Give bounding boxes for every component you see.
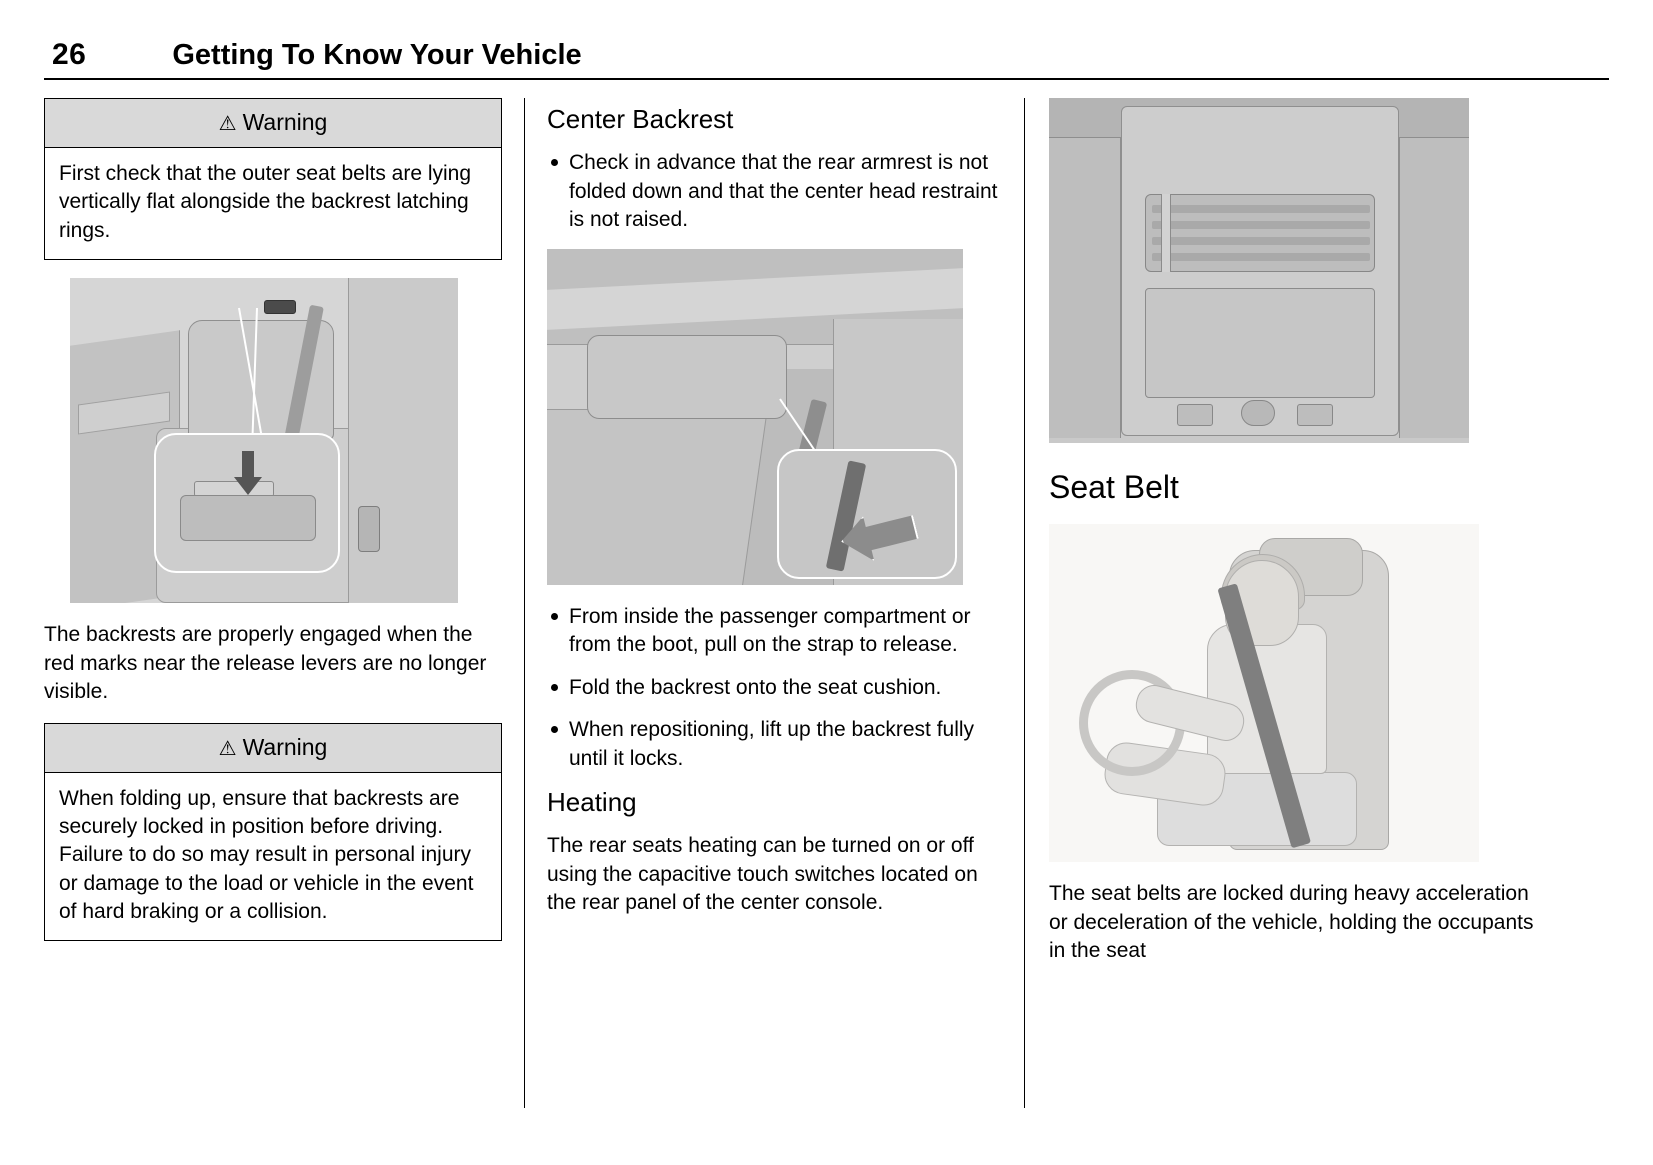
- rear-backrest-release-lever-illustration: [70, 278, 458, 603]
- air-vent: [1145, 194, 1375, 272]
- strap-callout: [777, 449, 957, 579]
- section-title-heating: Heating: [547, 787, 637, 818]
- warning-label: Warning: [242, 109, 328, 135]
- warning-box-first-check: [44, 98, 502, 260]
- backrest-latch-marker: [264, 300, 296, 314]
- driver-wearing-seat-belt-illustration: [1049, 524, 1479, 862]
- list-item: Fold the backrest onto the seat cushion.: [547, 674, 1002, 703]
- list-item: Check in advance that the rear armrest is not folded down and that the center head restraint is not raised.: [547, 149, 1002, 235]
- column-left: [44, 98, 524, 1108]
- warning-label-2: Warning: [242, 733, 328, 760]
- center-backrest-armrest-illustration: [547, 249, 963, 585]
- warning-header: [45, 99, 501, 148]
- column-right: [1024, 98, 1544, 1108]
- page-header: [44, 38, 1609, 80]
- backrest-engaged-paragraph: The backrests are properly engaged when the red marks near the release levers are no longer visible.: [44, 623, 487, 704]
- page-columns: [44, 98, 1609, 1108]
- warning-text: First check that the outer seat belts are lying vertically flat alongside the backrest latching rings.: [59, 162, 472, 242]
- page-number: 26: [52, 38, 87, 71]
- temperature-knob: [1241, 400, 1275, 426]
- seat-belt-clip: [358, 506, 380, 552]
- section-title-center-backrest: Center Backrest: [547, 104, 734, 134]
- center-backrest-bullets-top: [547, 149, 1002, 235]
- center-backrest-bullets-bottom: [547, 603, 1002, 774]
- touch-switch-right: [1297, 404, 1333, 426]
- warning-text-2: When folding up, ensure that backrests are securely locked in position before driving. Failure to do so may result in personal injury or damage to the load or vehicle in the event of hard braking or a collision.: [59, 786, 474, 924]
- list-item: From inside the passenger compartment or from the boot, pull on the strap to release.: [547, 603, 1002, 660]
- warning-triangle-icon: ⚠: [218, 737, 237, 760]
- rear-armrest: [587, 335, 787, 419]
- section-title-seat-belt: Seat Belt: [1049, 469, 1179, 505]
- heating-paragraph: The rear seats heating can be turned on or off using the capacitive touch switches located on the rear panel of the center console.: [547, 834, 978, 915]
- rear-console-vent-panel-illustration: [1049, 98, 1469, 443]
- page-title: Getting To Know Your Vehicle: [172, 39, 582, 71]
- warning-box-folding-up: [44, 723, 502, 942]
- seat-belt-paragraph: The seat belts are locked during heavy acceleration or deceleration of the vehicle, holding the occupants in the seat: [1049, 882, 1534, 963]
- warning-triangle-icon: ⚠: [218, 113, 237, 135]
- list-item: When repositioning, lift up the backrest fully until it locks.: [547, 716, 1002, 773]
- release-lever-callout: [154, 433, 340, 573]
- warning-header-2: [45, 724, 501, 773]
- column-center: [524, 98, 1024, 1108]
- touch-switch-left: [1177, 404, 1213, 426]
